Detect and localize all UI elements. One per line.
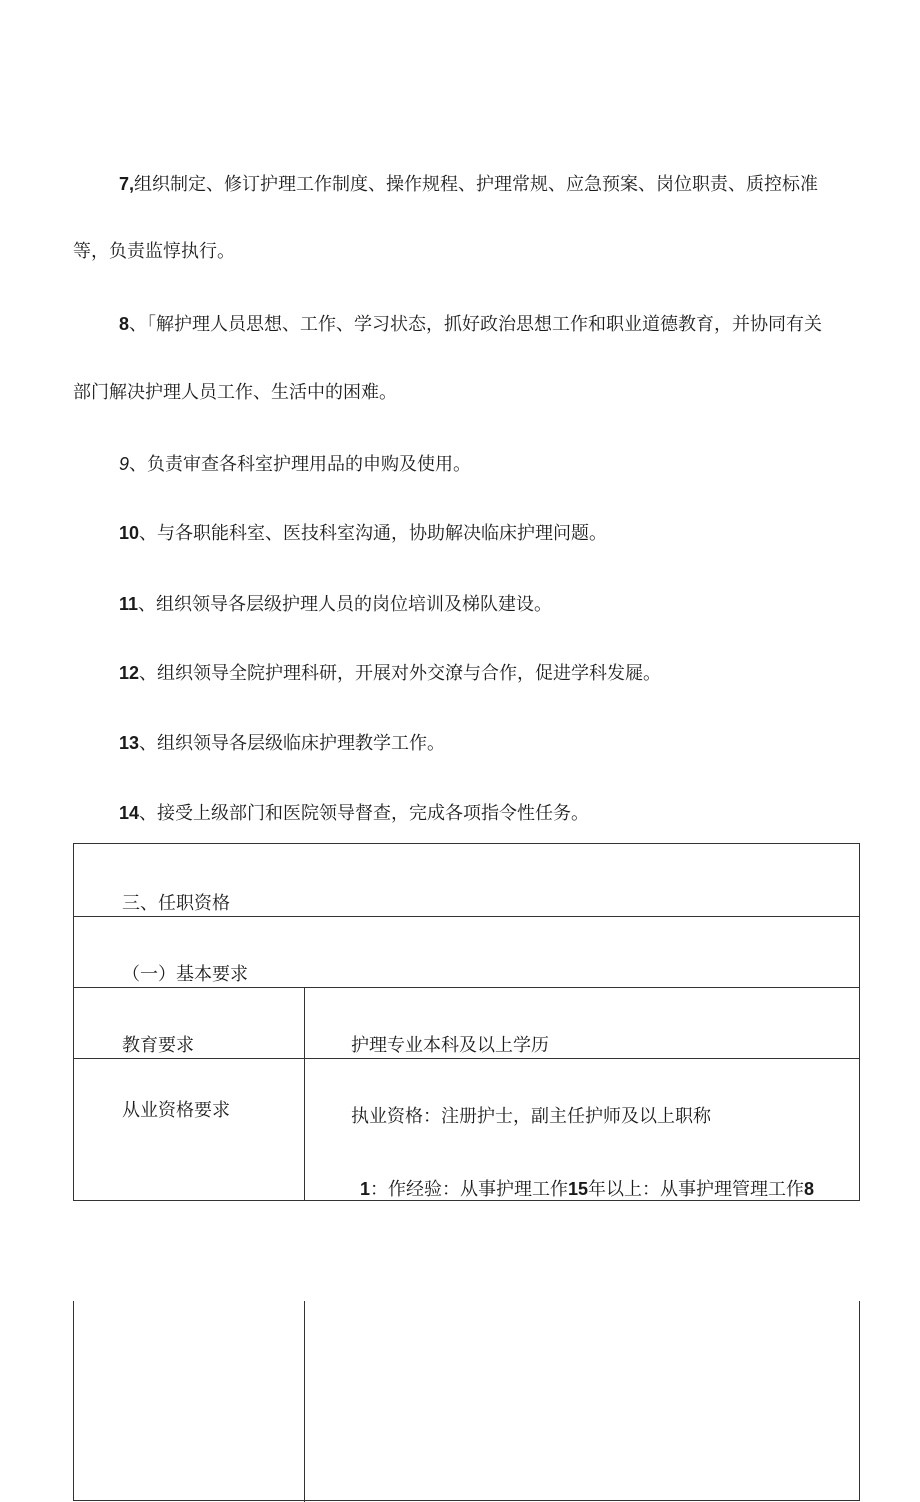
paragraph-12-number: 12: [119, 663, 140, 683]
paragraph-10-number: 10: [119, 523, 140, 543]
qualification-value-1: 执业资格：注册护士，副主任护师及以上职称: [351, 1106, 711, 1127]
qualification-value-2-text-2: 年以上：从事护理管理工作: [588, 1179, 805, 1200]
paragraph-14-number: 14: [119, 803, 140, 823]
paragraph-7-text: 组织制定、修订护理工作制度、操作规程、护理常规、应急预案、岗位职责、质控标准: [134, 174, 819, 195]
paragraph-7-line-2: 等，负责监惇执行。: [73, 241, 235, 262]
paragraph-8-number: 8: [119, 314, 130, 334]
paragraph-9-number: 9: [119, 454, 130, 474]
paragraph-11-text: 、组织领导各层级护理人员的岗位培训及梯队建设。: [138, 594, 553, 615]
qualification-value-2: [360, 1177, 814, 1202]
paragraph-11-number: 11: [119, 594, 139, 614]
paragraph-14-text: 、接受上级部门和医院领导督查，完成各项指令性任务。: [139, 803, 590, 824]
paragraph-10-text: 、与各职能科室、医技科室沟通，协助解决临床护理问题。: [139, 523, 608, 544]
paragraph-7-number: 7,: [119, 174, 135, 194]
education-label: 教育要求: [122, 1035, 194, 1056]
table-row-subsection-title: [74, 917, 859, 988]
qualification-table: [73, 843, 860, 1501]
qualification-label: 从业资格要求: [122, 1100, 230, 1121]
paragraph-10-line: [119, 521, 607, 546]
paragraph-13-line: [119, 731, 445, 756]
paragraph-8-line-1: [119, 312, 822, 337]
section-title: 三、任职资格: [122, 893, 230, 914]
qualification-value-2-number: 1: [360, 1179, 371, 1199]
paragraph-13-text: 、组织领导各层级临床护理教学工作。: [139, 733, 446, 754]
paragraph-13-number: 13: [119, 733, 140, 753]
qualification-value-2-text: ：作经验：从事护理工作: [370, 1179, 569, 1200]
qualification-value-2-years-2: 8: [804, 1179, 815, 1199]
paragraph-12-line: [119, 661, 661, 686]
qualification-value-2-years: 15: [568, 1179, 589, 1199]
paragraph-11-line: [119, 592, 552, 617]
page-bottom-margin: [73, 1201, 860, 1301]
table-row-section-title: [74, 844, 859, 917]
paragraph-8-text: 、「解护理人员思想、工作、学习状态，抓好政治思想工作和职业道德教育，并协同有关: [129, 314, 823, 335]
subsection-title: （一）基本要求: [122, 964, 248, 985]
paragraph-12-text: 、组织领导全院护理科研，开展对外交潦与合作，促进学科发屣。: [139, 663, 662, 684]
paragraph-14-line: [119, 801, 589, 826]
paragraph-9-text: 、负责审查各科室护理用品的申购及使用。: [129, 454, 472, 475]
table-row-education: [74, 988, 859, 1059]
paragraph-8-line-2: 部门解决护理人员工作、生活中的困难。: [73, 382, 397, 403]
education-value: 护理专业本科及以上学历: [351, 1035, 549, 1056]
paragraph-7-line-1: [119, 172, 818, 197]
paragraph-9-line: [119, 452, 471, 477]
